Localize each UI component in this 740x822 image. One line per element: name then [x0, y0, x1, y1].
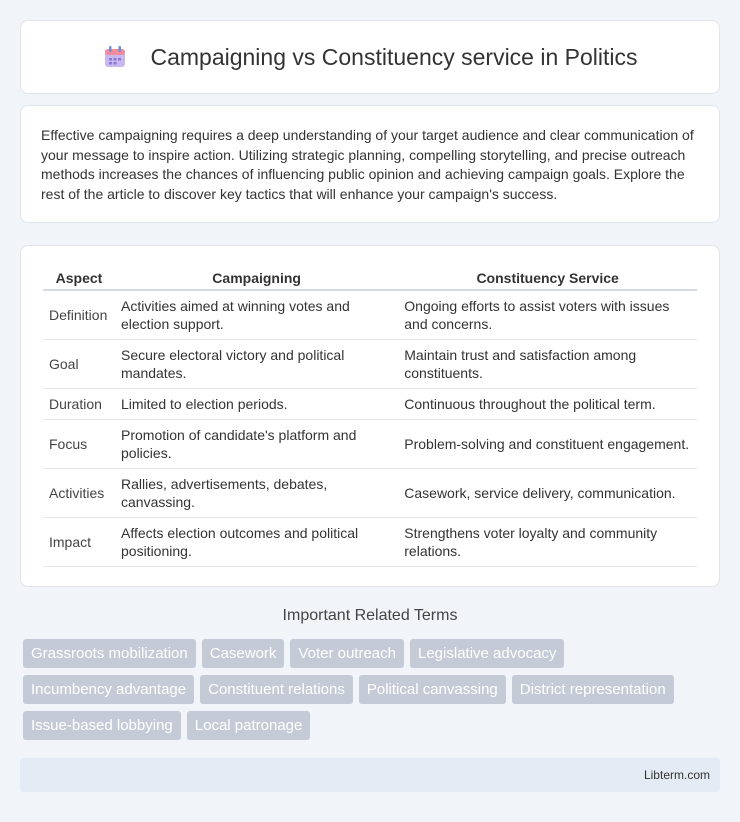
tag-district-representation[interactable]: District representation: [512, 675, 674, 704]
tag-political-canvassing[interactable]: Political canvassing: [359, 675, 506, 704]
footer-brand-link[interactable]: Libterm.com: [643, 768, 710, 782]
related-terms-tags: [20, 639, 720, 740]
row-campaigning: Promotion of candidate's platform and policies.: [115, 420, 398, 469]
tag-grassroots-mobilization[interactable]: Grassroots mobilization: [23, 639, 196, 668]
related-terms-section: [20, 607, 720, 740]
header-aspect: Aspect: [43, 264, 115, 291]
table-row: [43, 518, 697, 567]
row-constituency: Maintain trust and satisfaction among constituents.: [398, 340, 697, 389]
table-row: [43, 340, 697, 389]
row-constituency: Continuous throughout the political term.: [398, 389, 697, 420]
row-constituency: Casework, service delivery, communication.: [398, 469, 697, 518]
row-aspect: Duration: [43, 389, 115, 420]
tag-constituent-relations[interactable]: Constituent relations: [200, 675, 353, 704]
row-campaigning: Rallies, advertisements, debates, canvassing.: [115, 469, 398, 518]
tag-issue-based-lobbying[interactable]: Issue-based lobbying: [23, 711, 181, 740]
intro-card: [20, 105, 720, 223]
tag-local-patronage[interactable]: Local patronage: [187, 711, 311, 740]
header-campaigning: Campaigning: [115, 264, 398, 291]
intro-text: Effective campaigning requires a deep understanding of your target audience and clear communication of your message to inspire action. Utilizing strategic planning, compelling storytelling, and precise outreach methods increases the chances of influencing public opinion and achieving campaign goals. Explore the rest of the article to discover key tactics that will enhance your campaign's success.: [41, 127, 694, 202]
row-campaigning: Affects election outcomes and political positioning.: [115, 518, 398, 567]
tag-legislative-advocacy[interactable]: Legislative advocacy: [410, 639, 564, 668]
row-aspect: Activities: [43, 469, 115, 518]
table-row: [43, 469, 697, 518]
header-constituency-service: Constituency Service: [398, 264, 697, 291]
row-aspect: Focus: [43, 420, 115, 469]
table-row: [43, 389, 697, 420]
table-row: [43, 420, 697, 469]
table-header-row: [43, 264, 697, 291]
calendar-icon: [102, 44, 128, 70]
tag-casework[interactable]: Casework: [202, 639, 285, 668]
tag-voter-outreach[interactable]: Voter outreach: [290, 639, 404, 668]
tag-incumbency-advantage[interactable]: Incumbency advantage: [23, 675, 194, 704]
row-aspect: Definition: [43, 291, 115, 340]
related-terms-title: Important Related Terms: [282, 607, 458, 624]
title-card: [20, 20, 720, 94]
comparison-table-card: [20, 245, 720, 587]
comparison-table: [43, 264, 697, 567]
row-campaigning: Secure electoral victory and political mandates.: [115, 340, 398, 389]
page-title: Campaigning vs Constituency service in Politics: [150, 43, 638, 70]
row-constituency: Problem-solving and constituent engagement.: [398, 420, 697, 469]
row-campaigning: Limited to election periods.: [115, 389, 398, 420]
table-row: [43, 291, 697, 340]
row-aspect: Goal: [43, 340, 115, 389]
footer: [20, 758, 720, 792]
row-aspect: Impact: [43, 518, 115, 567]
row-campaigning: Activities aimed at winning votes and election support.: [115, 291, 398, 340]
row-constituency: Strengthens voter loyalty and community relations.: [398, 518, 697, 567]
row-constituency: Ongoing efforts to assist voters with issues and concerns.: [398, 291, 697, 340]
